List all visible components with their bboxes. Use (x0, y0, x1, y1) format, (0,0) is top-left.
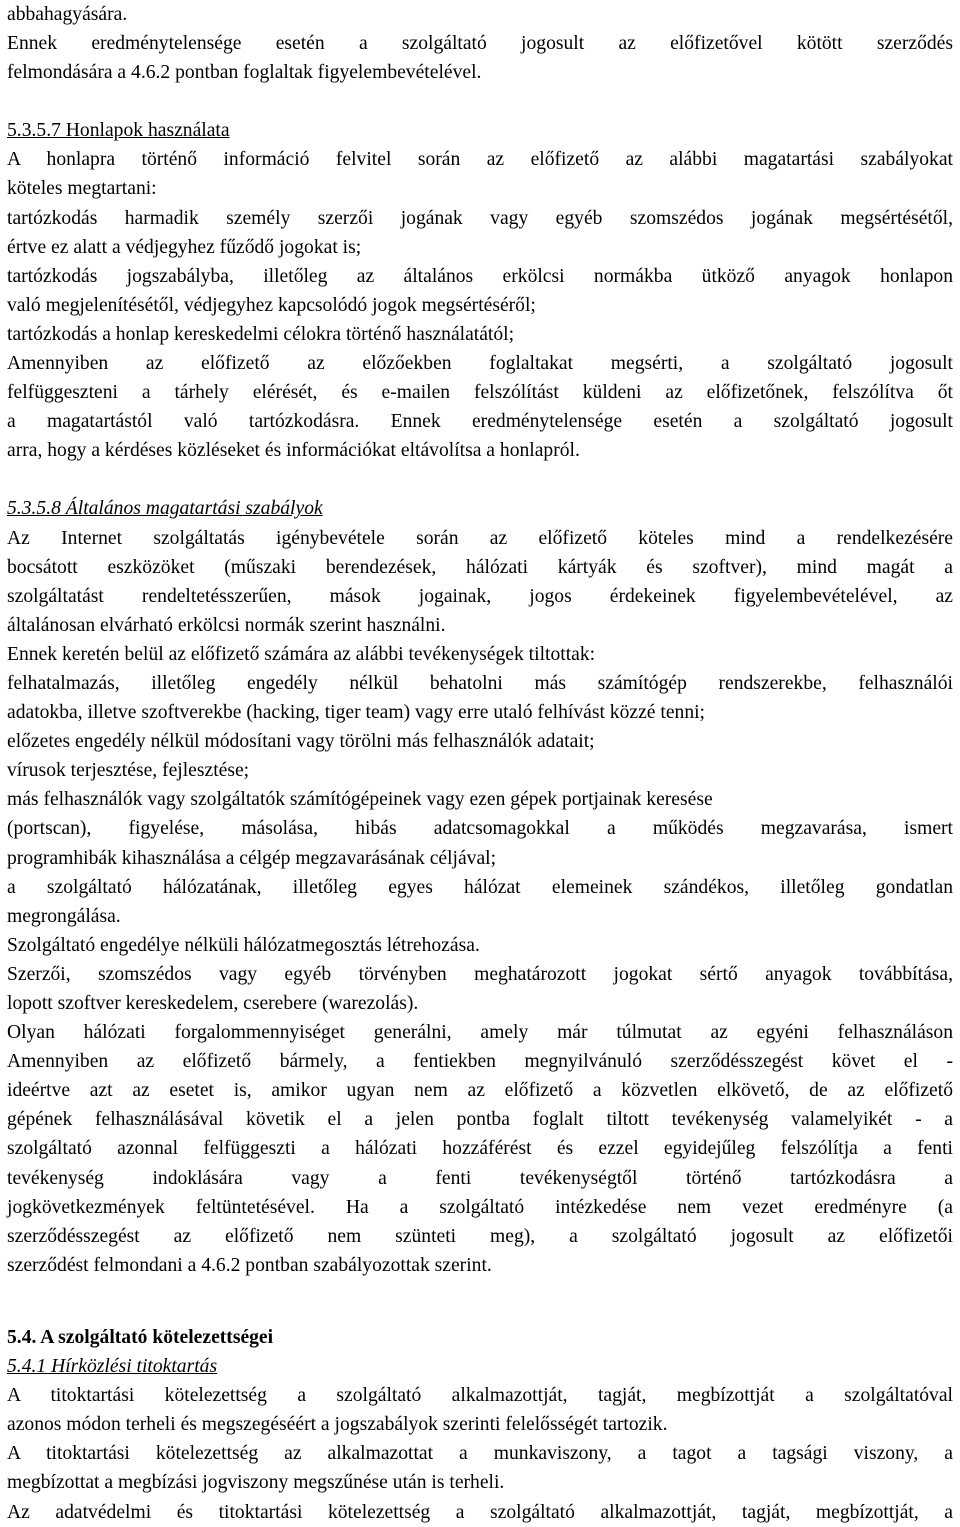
text-line (7, 931, 953, 960)
section-gap (7, 1280, 953, 1323)
text-line-text: Az Internet szolgáltatás igénybevétele során az előfizető köteles mind a rendelkezésére (7, 527, 953, 549)
section-heading (7, 494, 953, 523)
text-line (7, 436, 953, 465)
text-line (7, 785, 953, 814)
section-heading-text: 5.3.5.8 Általános magatartási szabályok (7, 498, 323, 520)
text-line-text: előzetes engedély nélkül módosítani vagy törölni más felhasználók adatait; (7, 731, 595, 753)
text-line (7, 1381, 953, 1410)
text-line-text: szolgáltatást rendeltetésszerűen, mások jogainak, jogos érdekeinek figyelembevételével, az (7, 585, 953, 607)
text-line-text: ideértve azt az esetet is, amikor ugyan nem az előfizető a közvetlen elkövető, de az előfizető (7, 1080, 953, 1102)
text-line (7, 727, 953, 756)
text-line (7, 262, 953, 291)
text-line-text: Az adatvédelmi és titoktartási kötelezettség a szolgáltató alkalmazottját, tagját, megbízottját, a (7, 1501, 953, 1523)
text-line-text: vírusok terjesztése, fejlesztése; (7, 760, 250, 782)
section-heading-text: 5.4. A szolgáltató kötelezettségei (7, 1326, 274, 1348)
text-line-text: szolgáltató azonnal felfüggeszti a hálózati hozzáférést és ezzel egyidejűleg felszólítja a fenti (7, 1138, 953, 1160)
text-line-text: tartózkodás jogszabályba, illetőleg az általános erkölcsi normákba ütköző anyagok honlapon (7, 265, 953, 287)
text-line (7, 873, 953, 902)
section-heading-text: 5.4.1 Hírközlési titoktartás (7, 1356, 218, 1378)
text-line (7, 145, 953, 174)
text-line (7, 1134, 953, 1163)
text-line (7, 1076, 953, 1105)
text-line (7, 902, 953, 931)
text-line (7, 407, 953, 436)
text-line (7, 814, 953, 843)
text-line (7, 640, 953, 669)
text-line-text: A honlapra történő információ felvitel során az előfizető az alábbi magatartási szabályokat (7, 149, 953, 171)
text-line-text: a magatartástól való tartózkodásra. Ennek eredménytelensége esetén a szolgáltató jogosult (7, 411, 953, 433)
text-line (7, 669, 953, 698)
text-line-text: gépének felhasználásával követik el a jelen pontba foglalt tiltott tevékenység valamelyikét - a (7, 1109, 953, 1131)
text-line-text: értve ez alatt a védjegyhez fűződő jogokat is; (7, 236, 362, 258)
text-line (7, 1468, 953, 1497)
text-line-text: A titoktartási kötelezettség az alkalmazottat a munkaviszony, a tagot a tagsági viszony, a (7, 1443, 953, 1465)
section-heading (7, 1323, 953, 1352)
text-line-text: Olyan hálózati forgalommennyiséget generálni, amely már túlmutat az egyéni felhasználáson (7, 1022, 953, 1044)
text-line-text: tartózkodás a honlap kereskedelmi célokra történő használatától; (7, 323, 515, 345)
text-line (7, 58, 953, 87)
text-line-text: Amennyiben az előfizető az előzőekben foglaltakat megsérti, a szolgáltató jogosult (7, 353, 953, 375)
text-line (7, 844, 953, 873)
section-heading (7, 116, 953, 145)
text-line (7, 174, 953, 203)
text-line-text: Ennek eredménytelensége esetén a szolgáltató jogosult az előfizetővel kötött szerződés (7, 33, 953, 55)
text-line (7, 1105, 953, 1134)
text-line-text: más felhasználók vagy szolgáltatók számítógépeinek vagy ezen gépek portjainak keresése (7, 789, 713, 811)
text-line-text: általánosan elvárható erkölcsi normák szerint használni. (7, 614, 446, 636)
text-line (7, 582, 953, 611)
text-line (7, 204, 953, 233)
paragraph-gap (7, 87, 953, 116)
text-line-text: tartózkodás harmadik személy szerzői jogának vagy egyéb szomszédos jogának megsértésétől, (7, 207, 953, 229)
text-line-text: megrongálása. (7, 905, 121, 927)
text-line (7, 1193, 953, 1222)
text-line-text: felfüggeszteni a tárhely elérését, és e-mailen felszólítást küldeni az előfizetőnek, felszólítva őt (7, 382, 953, 404)
text-line (7, 756, 953, 785)
text-line-text: Ennek keretén belül az előfizető számára az alábbi tevékenységek tiltottak: (7, 643, 596, 665)
text-line (7, 1410, 953, 1439)
text-line-text: A titoktartási kötelezettség a szolgáltató alkalmazottját, tagját, megbízottját a szolgáltatóval (7, 1385, 953, 1407)
text-line-text: arra, hogy a kérdéses közléseket és információkat eltávolítsa a honlapról. (7, 440, 580, 462)
text-line (7, 1498, 953, 1527)
text-line-text: szerződést felmondani a 4.6.2 pontban szabályozottak szerint. (7, 1254, 492, 1276)
text-line-text: bocsátott eszközöket (műszaki berendezések, hálózati kártyák és szoftver), mind magát a (7, 556, 953, 578)
text-line-text: köteles megtartani: (7, 178, 157, 200)
text-line-text: megbízottat a megbízási jogviszony megszűnése után is terheli. (7, 1472, 505, 1494)
section-heading (7, 1352, 953, 1381)
paragraph-gap (7, 465, 953, 494)
text-line-text: Amennyiben az előfizető bármely, a fentiekben megnyilvánuló szerződésszegést követ el - (7, 1051, 953, 1073)
text-line (7, 320, 953, 349)
text-line (7, 0, 953, 29)
text-line-text: abbahagyására. (7, 4, 128, 25)
text-line (7, 1018, 953, 1047)
text-line-text: Szerzői, szomszédos vagy egyéb törvényben meghatározott jogokat sértő anyagok továbbítása, (7, 963, 953, 985)
text-line-text: tevékenység indoklására vagy a fenti tevékenységtől történő tartózkodásra a (7, 1167, 953, 1189)
text-line (7, 960, 953, 989)
text-line (7, 233, 953, 262)
text-line (7, 553, 953, 582)
text-line (7, 611, 953, 640)
text-line (7, 1047, 953, 1076)
text-line (7, 1439, 953, 1468)
text-line-text: programhibák kihasználása a célgép megzavarásának céljával; (7, 847, 497, 869)
text-line (7, 29, 953, 58)
text-line (7, 349, 953, 378)
text-line (7, 378, 953, 407)
section-heading-text: 5.3.5.7 Honlapok használata (7, 120, 230, 142)
text-line-text: a szolgáltató hálózatának, illetőleg egyes hálózat elemeinek szándékos, illetőleg gondatlan (7, 876, 953, 898)
text-line-text: felhatalmazás, illetőleg engedély nélkül behatolni más számítógép rendszerekbe, felhasználói (7, 672, 953, 694)
text-line-text: azonos módon terheli és megszegéséért a jogszabályok szerinti felelősségét tartozik. (7, 1414, 668, 1436)
text-line-text: Szolgáltató engedélye nélküli hálózatmegosztás létrehozása. (7, 934, 480, 956)
text-line (7, 989, 953, 1018)
text-line (7, 291, 953, 320)
text-line-text: lopott szoftver kereskedelem, cserebere (warezolás). (7, 993, 419, 1014)
text-line-text: adatokba, illetve szoftverekbe (hacking, tiger team) vagy erre utaló felhívást közzé tenni; (7, 702, 705, 724)
text-line (7, 1251, 953, 1280)
text-line (7, 1222, 953, 1251)
text-line-text: (portscan), figyelése, másolása, hibás adatcsomagokkal a működés megzavarása, ismert (7, 818, 953, 840)
text-line (7, 524, 953, 553)
text-line-text: szerződésszegést az előfizető nem szünteti meg), a szolgáltató jogosult az előfizetői (7, 1225, 953, 1247)
text-line-text: való megjelenítésétől, védjegyhez kapcsolódó jogok megsértéséről; (7, 294, 536, 316)
text-line (7, 698, 953, 727)
text-line-text: felmondására a 4.6.2 pontban foglaltak figyelembevételével. (7, 62, 482, 84)
text-line (7, 1164, 953, 1193)
text-line-text: jogkövetkezmények feltüntetésével. Ha a szolgáltató intézkedése nem vezet eredményre (a (7, 1196, 953, 1218)
